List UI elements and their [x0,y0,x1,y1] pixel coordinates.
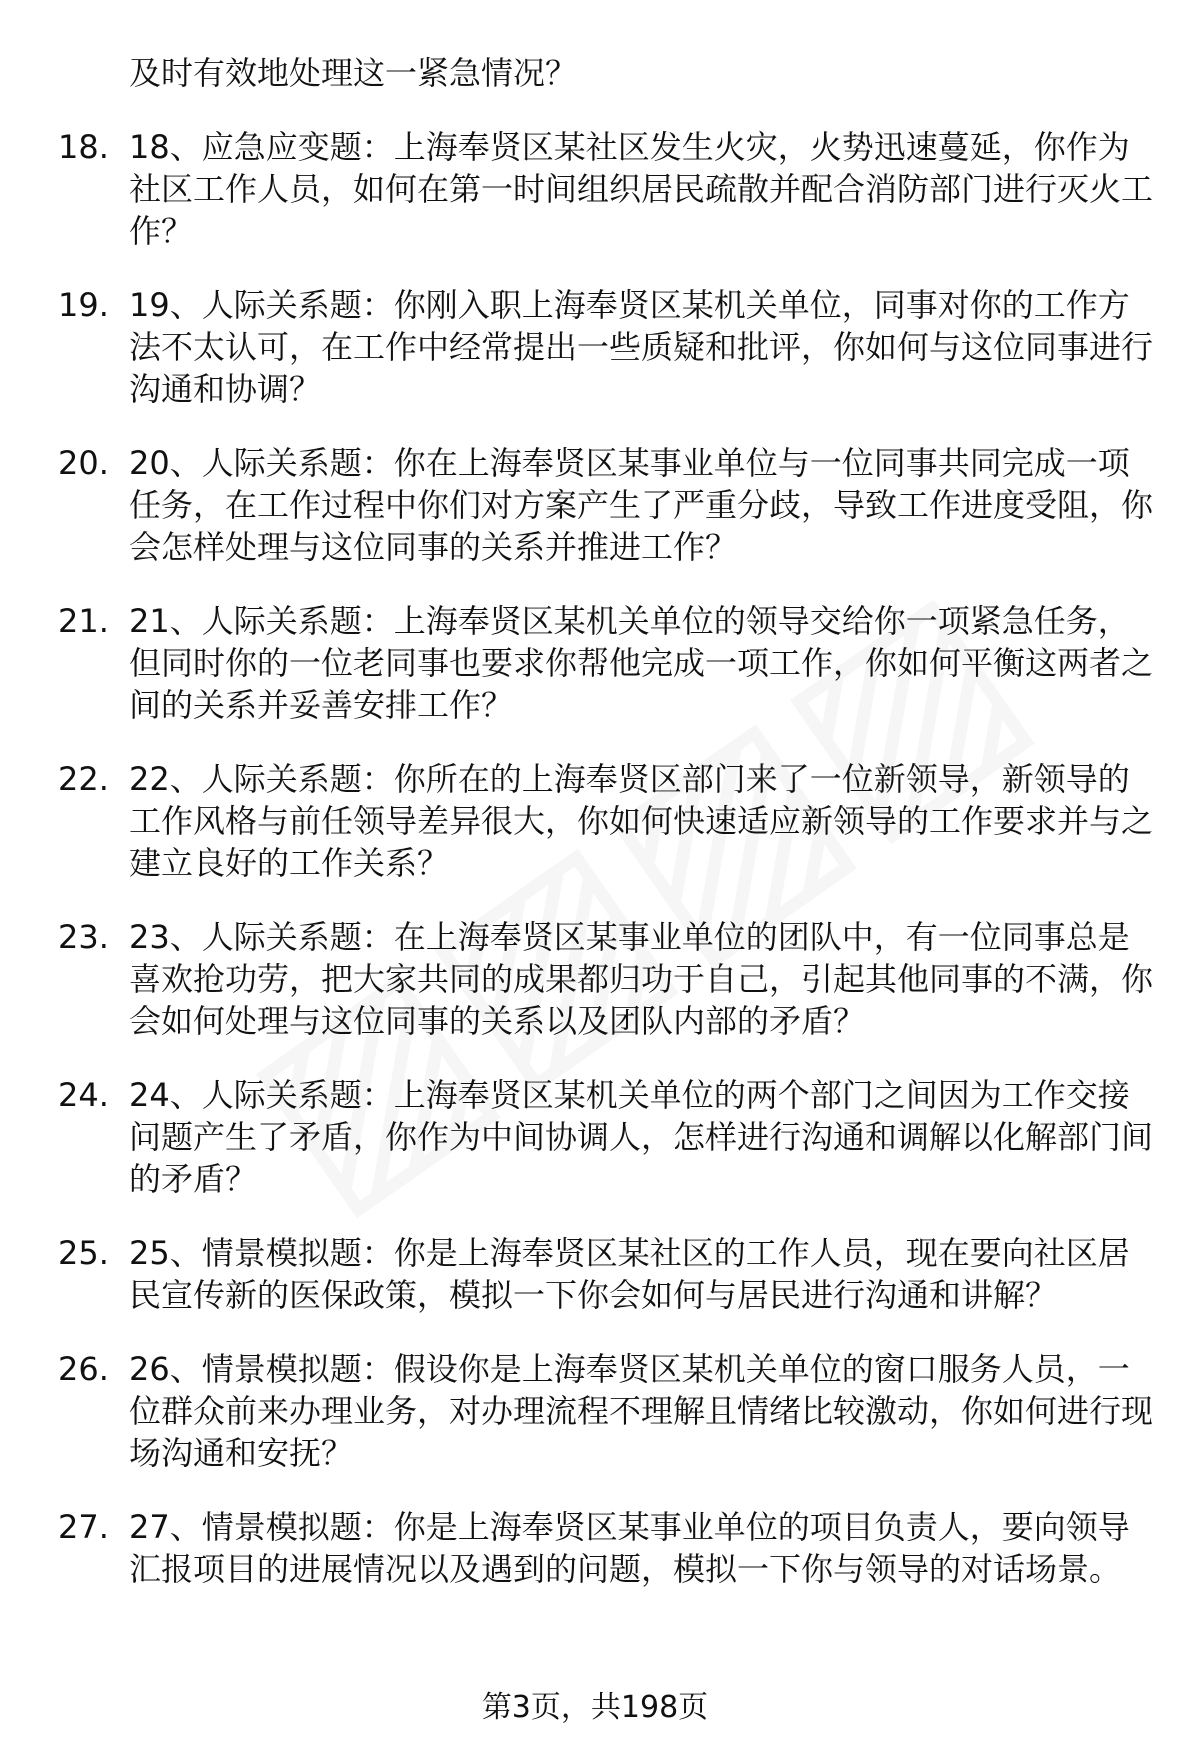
continuation-text: 及时有效地处理这一紧急情况？ [129,54,578,92]
question-number: 18. [58,128,109,166]
question-text: 27、情景模拟题：你是上海奉贤区某事业单位的项目负责人，要向领导汇报项目的进展情况以及遇到的问题，模拟一下你与领导的对话场景。 [129,1508,1130,1588]
question-number: 19. [58,286,109,324]
list-item [58,1348,1158,1474]
list-item [58,442,1158,568]
question-number: 23. [58,918,109,956]
list-item [58,1074,1158,1200]
page-number-label: 第3页，共198页 [481,1690,709,1725]
list-item [58,284,1158,410]
list-item [58,758,1158,884]
question-text: 23、人际关系题：在上海奉贤区某事业单位的团队中，有一位同事总是喜欢抢功劳，把大家共同的成果都归功于自己，引起其他同事的不满，你会如何处理与这位同事的关系以及团队内部的矛盾？ [129,918,1154,1040]
question-number: 26. [58,1350,109,1388]
question-number: 24. [58,1076,109,1114]
page-footer [0,1688,1190,1728]
question-list [58,52,1158,1622]
question-text: 20、人际关系题：你在上海奉贤区某事业单位与一位同事共同完成一项任务，在工作过程中你们对方案产生了严重分歧，导致工作进度受阻，你会怎样处理与这位同事的关系并推进工作？ [129,444,1154,566]
list-item [58,600,1158,726]
question-text: 21、人际关系题：上海奉贤区某机关单位的领导交给你一项紧急任务，但同时你的一位老同事也要求你帮他完成一项工作，你如何平衡这两者之间的关系并妥善安排工作？ [129,602,1154,724]
question-number: 25. [58,1234,109,1272]
question-text: 26、情景模拟题：假设你是上海奉贤区某机关单位的窗口服务人员，一位群众前来办理业务，对办理流程不理解且情绪比较激动，你如何进行现场沟通和安抚？ [129,1350,1154,1472]
question-text: 19、人际关系题：你刚入职上海奉贤区某机关单位，同事对你的工作方法不太认可，在工作中经常提出一些质疑和批评，你如何与这位同事进行沟通和协调？ [129,286,1154,408]
question-number: 21. [58,602,109,640]
question-number: 27. [58,1508,109,1546]
list-item [58,126,1158,252]
question-text: 24、人际关系题：上海奉贤区某机关单位的两个部门之间因为工作交接问题产生了矛盾，你作为中间协调人，怎样进行沟通和调解以化解部门间的矛盾？ [129,1076,1154,1198]
question-text: 25、情景模拟题：你是上海奉贤区某社区的工作人员，现在要向社区居民宣传新的医保政策，模拟一下你会如何与居民进行沟通和讲解？ [129,1234,1130,1314]
question-number: 20. [58,444,109,482]
list-item [58,1232,1158,1316]
list-item [58,1506,1158,1590]
question-number: 22. [58,760,109,798]
question-text: 22、人际关系题：你所在的上海奉贤区部门来了一位新领导，新领导的工作风格与前任领导差异很大，你如何快速适应新领导的工作要求并与之建立良好的工作关系？ [129,760,1154,882]
list-item [58,916,1158,1042]
question-text: 18、应急应变题：上海奉贤区某社区发生火灾，火势迅速蔓延，你作为社区工作人员，如何在第一时间组织居民疏散并配合消防部门进行灭火工作？ [129,128,1154,250]
